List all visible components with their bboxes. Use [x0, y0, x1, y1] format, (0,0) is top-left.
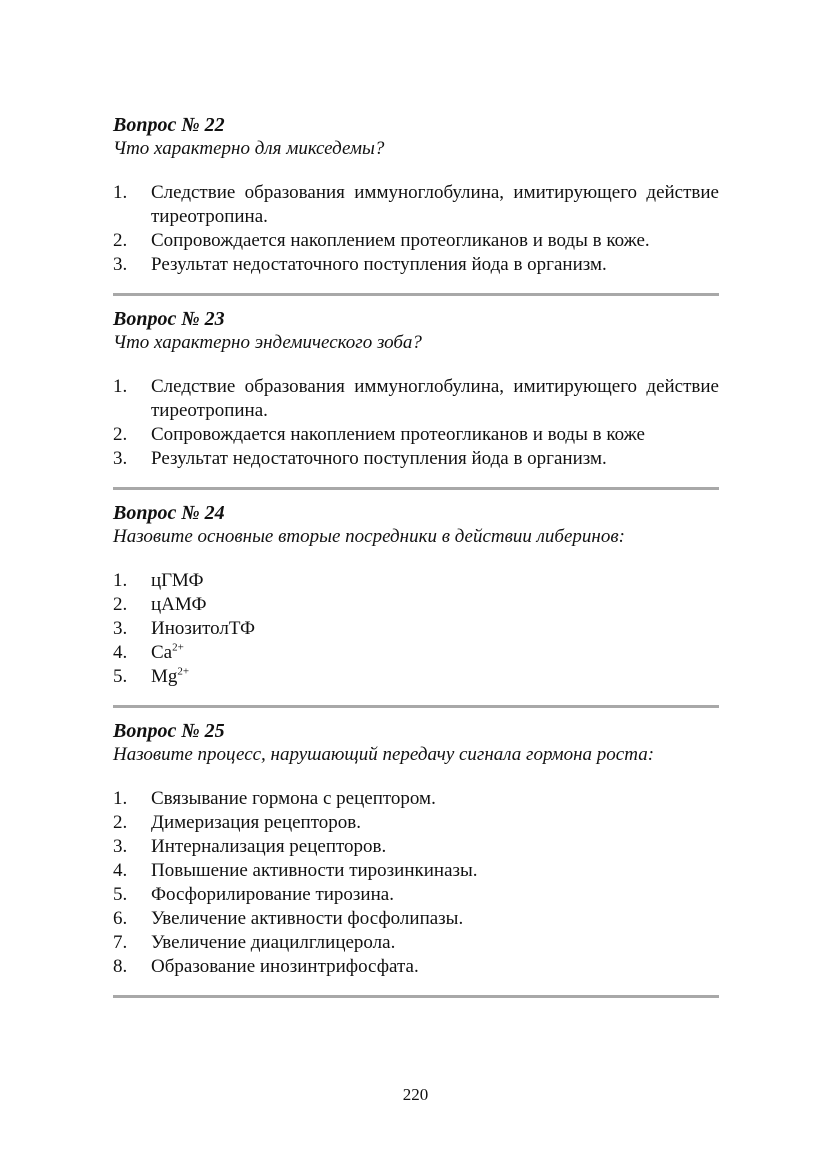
answer-number: 1. [113, 182, 128, 203]
answer-text: Фосфорилирование тирозина. [151, 884, 394, 905]
question-title: Вопрос № 22 [113, 114, 225, 136]
answer-text: ИнозитолТФ [151, 618, 256, 639]
question-text: Назовите процесс, нарушающий передачу сигнала гормона роста: [113, 744, 655, 765]
question-title: Вопрос № 24 [113, 502, 225, 524]
answer-number: 3. [113, 254, 128, 275]
answer-text: Увеличение диацилглицерола. [151, 932, 396, 953]
answer-text: Следствие образования иммуноглобулина, имитирующего действие тиреотропина. [151, 376, 719, 421]
answer-number: 1. [113, 570, 128, 591]
answer-item [113, 811, 719, 835]
answer-text: цГМФ [151, 570, 204, 591]
answer-item [113, 375, 719, 423]
answer-list [113, 181, 719, 277]
answer-item [113, 593, 719, 617]
answer-item [113, 835, 719, 859]
question-title: Вопрос № 25 [113, 720, 225, 742]
answer-number: 4. [113, 860, 128, 881]
answer-list [113, 569, 719, 689]
answer-item [113, 931, 719, 955]
answer-item [113, 883, 719, 907]
answer-item [113, 907, 719, 931]
answer-number: 2. [113, 424, 128, 445]
question-text: Что характерно эндемического зоба? [113, 332, 422, 353]
answer-text: цАМФ [151, 594, 207, 615]
answer-text: Интернализация рецепторов. [151, 836, 387, 857]
answer-item [113, 447, 719, 471]
question-block [113, 501, 719, 708]
answer-item [113, 253, 719, 277]
answer-number: 3. [113, 448, 128, 469]
answer-text: Увеличение активности фосфолипазы. [151, 908, 464, 929]
section-divider [113, 487, 719, 490]
answer-superscript: 2+ [172, 641, 184, 654]
answer-number: 6. [113, 908, 128, 929]
answer-text: Ca [151, 642, 173, 663]
page-content [113, 113, 719, 1009]
answer-list [113, 787, 719, 979]
answer-superscript: 2+ [177, 665, 190, 678]
answer-list [113, 375, 719, 471]
answer-number: 1. [113, 788, 128, 809]
answer-text: Результат недостаточного поступления йода в организм. [151, 448, 607, 469]
answer-number: 1. [113, 376, 128, 397]
answer-item [113, 641, 719, 665]
answer-number: 2. [113, 594, 128, 615]
answer-text: Димеризация рецепторов. [151, 812, 361, 833]
question-block [113, 307, 719, 490]
answer-item [113, 787, 719, 811]
answer-text: Связывание гормона с рецептором. [151, 788, 436, 809]
answer-number: 5. [113, 884, 128, 905]
answer-text: Повышение активности тирозинкиназы. [151, 860, 478, 881]
section-divider [113, 995, 719, 998]
answer-number: 4. [113, 642, 128, 663]
question-title: Вопрос № 23 [113, 308, 225, 330]
question-text: Назовите основные вторые посредники в действии либеринов: [113, 526, 625, 547]
page-number: 220 [402, 1085, 429, 1104]
answer-text: Следствие образования иммуноглобулина, имитирующего действие тиреотропина. [151, 182, 719, 227]
answer-number: 3. [113, 618, 128, 639]
answer-number: 8. [113, 956, 128, 977]
answer-number: 5. [113, 666, 128, 687]
answer-text: Результат недостаточного поступления йода в организм. [151, 254, 607, 275]
question-block [113, 719, 719, 998]
answer-item [113, 423, 719, 447]
answer-item [113, 181, 719, 229]
answer-item [113, 617, 719, 641]
section-divider [113, 293, 719, 296]
answer-text: Сопровождается накоплением протеогликанов и воды в коже. [151, 230, 650, 251]
answer-item [113, 955, 719, 979]
answer-item [113, 859, 719, 883]
answer-number: 7. [113, 932, 128, 953]
answer-number: 2. [113, 812, 128, 833]
answer-text: Mg [151, 666, 178, 687]
section-divider [113, 705, 719, 708]
answer-item [113, 229, 719, 253]
question-block [113, 113, 719, 296]
answer-text: Сопровождается накоплением протеогликанов и воды в коже [151, 424, 645, 445]
question-text: Что характерно для микседемы? [113, 138, 385, 159]
answer-number: 3. [113, 836, 128, 857]
answer-item [113, 569, 719, 593]
answer-item [113, 665, 719, 689]
answer-text: Образование инозинтрифосфата. [151, 956, 419, 977]
answer-number: 2. [113, 230, 128, 251]
